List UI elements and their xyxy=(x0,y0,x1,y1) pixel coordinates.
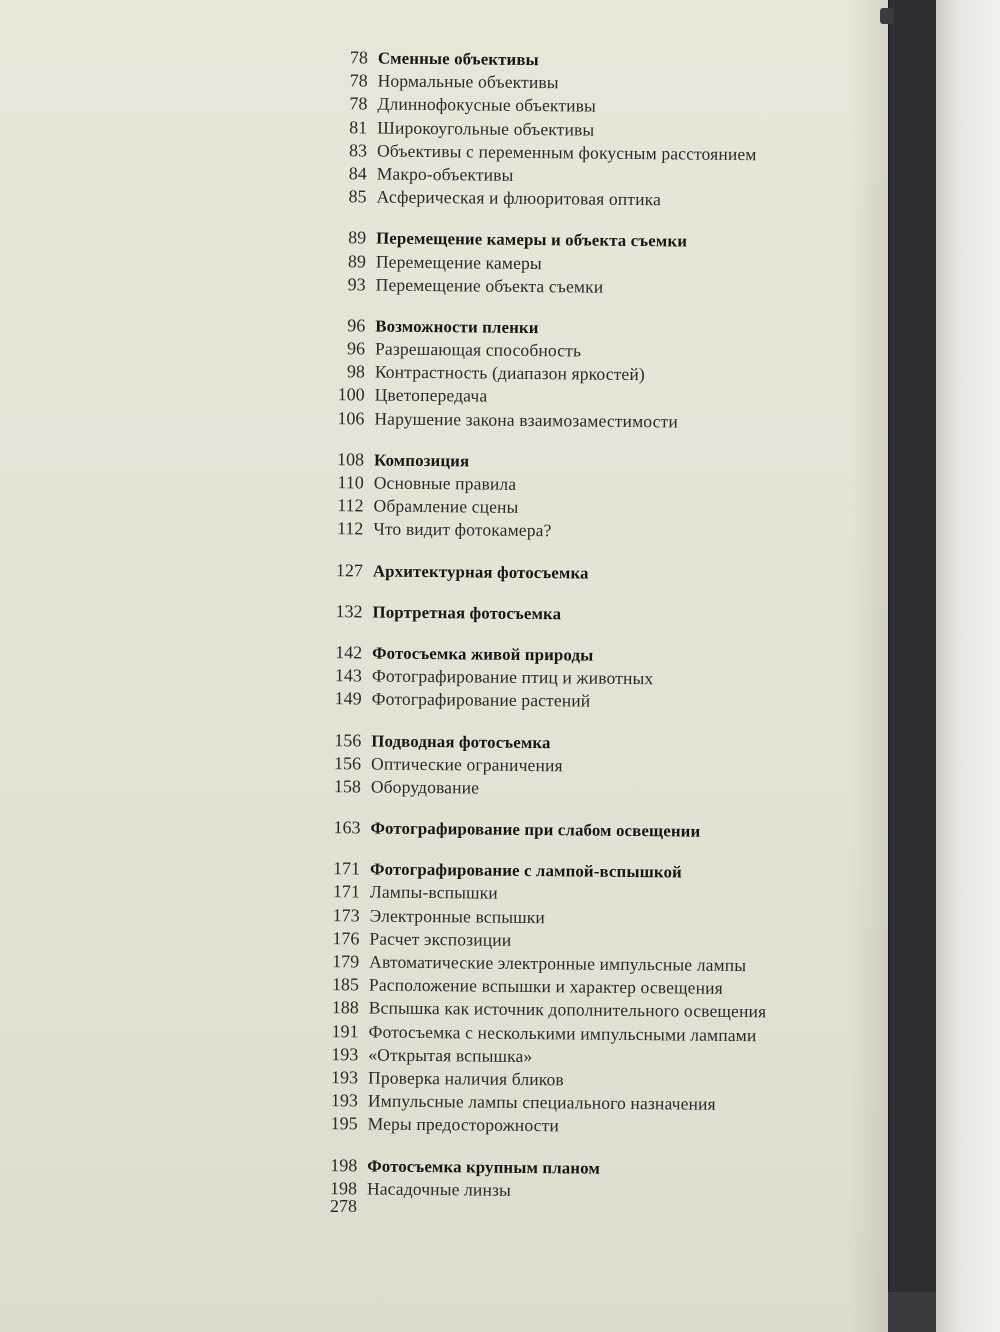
toc-subsection-title: Длиннофокусные объективы xyxy=(377,93,597,117)
toc-page-number: 132 xyxy=(335,600,363,622)
toc-page-number: 179 xyxy=(332,951,360,972)
toc-section-title: Фотографирование с лампой-вспышкой xyxy=(370,859,683,882)
toc-page-number: 78 xyxy=(349,47,368,68)
toc-subsection-title: Нормальные объективы xyxy=(377,70,559,93)
toc-page-number: 96 xyxy=(347,338,366,359)
toc-subsection-title: Импульсные лампы специального назначения xyxy=(367,1090,716,1114)
toc-page-number: 158 xyxy=(333,776,361,797)
page-number: 278 xyxy=(330,1196,357,1216)
toc-subsection-title: Контрастность (диапазон яркостей) xyxy=(374,361,645,385)
toc-subsection-title: Основные правила xyxy=(373,472,517,494)
toc-subsection-title: Лампы-вспышки xyxy=(369,881,498,904)
toc-subsection-title: Фотографирование растений xyxy=(371,688,591,711)
toc-page-number: 112 xyxy=(336,518,364,539)
toc-page-number: 84 xyxy=(348,163,367,184)
toc-section-title: Портретная фотосъемка xyxy=(372,602,562,624)
toc-page-number: 185 xyxy=(331,974,360,995)
toc-page-number: 171 xyxy=(333,858,361,879)
toc-subsection-title: Расчет экспозиции xyxy=(369,928,512,950)
toc-entry xyxy=(317,559,857,587)
toc-page-number: 98 xyxy=(346,361,365,382)
toc-page-number: 108 xyxy=(336,448,365,470)
toc-page-number: 127 xyxy=(335,559,364,580)
toc-entry xyxy=(316,687,856,715)
toc-subsection-title: Широкоугольные объективы xyxy=(377,117,595,140)
toc-subsection-title: Проверка наличия бликов xyxy=(368,1067,565,1090)
toc-page-number: 195 xyxy=(330,1113,358,1134)
cover-bottom-edge xyxy=(888,1292,938,1332)
toc-page-number: 83 xyxy=(348,140,368,161)
toc-entry xyxy=(316,600,856,628)
toc-section-title: Фотографирование при слабом освещении xyxy=(370,818,701,841)
toc-subsection-title: Что видит фотокамера? xyxy=(373,518,552,541)
toc-page-number: 198 xyxy=(330,1154,358,1175)
table-of-contents xyxy=(311,46,862,1205)
toc-entry xyxy=(312,1112,852,1140)
toc-subsection-title: Объективы с переменным фокусным расстоянием xyxy=(376,140,757,164)
toc-subsection-title: Перемещение камеры xyxy=(375,251,542,273)
toc-section-title: Композиция xyxy=(373,450,470,471)
toc-entry xyxy=(318,407,858,435)
toc-subsection-title: Фотографирование птиц и животных xyxy=(371,665,654,689)
toc-page-number: 100 xyxy=(337,384,365,405)
toc-subsection-title: Вспышка как источник дополнительного освещения xyxy=(368,997,767,1022)
toc-page-number: 156 xyxy=(334,752,362,774)
toc-entry xyxy=(320,185,860,213)
toc-subsection-title: Фотосъемка с несколькими импульсными лампами xyxy=(368,1021,757,1045)
toc-subsection-title: Электронные вспышки xyxy=(369,905,546,927)
toc-section-title: Перемещение камеры и объекта съемки xyxy=(376,228,688,251)
adjacent-page xyxy=(936,0,1000,1332)
toc-page-number: 78 xyxy=(349,70,368,91)
toc-subsection-title: Автоматические электронные импульсные лампы xyxy=(369,951,747,976)
toc-page-number: 191 xyxy=(331,1020,359,1041)
toc-subsection-title: Разрешающая способность xyxy=(375,338,582,361)
toc-page-number: 85 xyxy=(348,186,367,207)
toc-page-number: 81 xyxy=(349,116,368,137)
toc-section-title: Сменные объективы xyxy=(377,48,539,70)
toc-page-number: 156 xyxy=(334,729,362,750)
toc-page-number: 193 xyxy=(331,1067,359,1088)
toc-page-number: 163 xyxy=(333,817,361,838)
toc-section-title: Архитектурная фотосъемка xyxy=(372,561,589,583)
toc-subsection-title: Насадочные линзы xyxy=(366,1178,512,1200)
toc-subsection-title: «Открытая вспышка» xyxy=(368,1044,533,1066)
toc-subsection-title: Нарушение закона взаимозаместимости xyxy=(374,408,679,432)
toc-page-number: 142 xyxy=(335,642,363,663)
toc-section-title: Фотосъемка крупным планом xyxy=(367,1155,601,1178)
toc-subsection-title: Макро-объективы xyxy=(376,163,514,185)
toc-page-number: 143 xyxy=(334,665,363,686)
toc-page-number: 173 xyxy=(332,904,360,926)
toc-page-number: 176 xyxy=(332,927,360,949)
toc-entry xyxy=(317,517,857,545)
toc-page-number: 89 xyxy=(347,250,367,271)
book-cover-edge xyxy=(888,0,939,1332)
toc-page-number: 93 xyxy=(347,273,366,295)
toc-page-number: 89 xyxy=(348,227,367,248)
toc-subsection-title: Асферическая и флюоритовая оптика xyxy=(376,186,662,210)
toc-subsection-title: Расположение вспышки и характер освещения xyxy=(368,974,723,999)
toc-page-number: 78 xyxy=(349,93,368,114)
toc-subsection-title: Оборудование xyxy=(370,776,480,798)
toc-page-number: 96 xyxy=(347,315,366,336)
toc-section-title: Возможности пленки xyxy=(375,316,539,337)
toc-page-number: 106 xyxy=(337,407,365,429)
toc-subsection-title: Перемещение объекта съемки xyxy=(375,274,604,297)
toc-page-number: 112 xyxy=(337,495,364,516)
toc-section-title: Фотосъемка живой природы xyxy=(372,643,594,665)
toc-subsection-title: Цветопередача xyxy=(374,384,488,407)
toc-page-number: 149 xyxy=(334,688,362,709)
toc-page-number: 171 xyxy=(332,881,360,902)
toc-subsection-title: Меры предосторожности xyxy=(367,1113,560,1136)
toc-entry xyxy=(315,775,855,803)
toc-page-number: 193 xyxy=(331,1043,359,1065)
toc-page-number: 193 xyxy=(330,1090,358,1111)
toc-subsection-title: Обрамление сцены xyxy=(373,495,519,518)
toc-subsection-title: Оптические ограничения xyxy=(371,753,563,776)
toc-entry xyxy=(314,816,854,844)
cover-corner xyxy=(880,8,894,24)
toc-entry xyxy=(320,273,860,301)
toc-page-number: 198 xyxy=(329,1177,358,1199)
toc-section-title: Подводная фотосъемка xyxy=(371,731,551,752)
toc-page-number: 188 xyxy=(331,997,359,1018)
toc-page-number: 110 xyxy=(337,472,364,493)
